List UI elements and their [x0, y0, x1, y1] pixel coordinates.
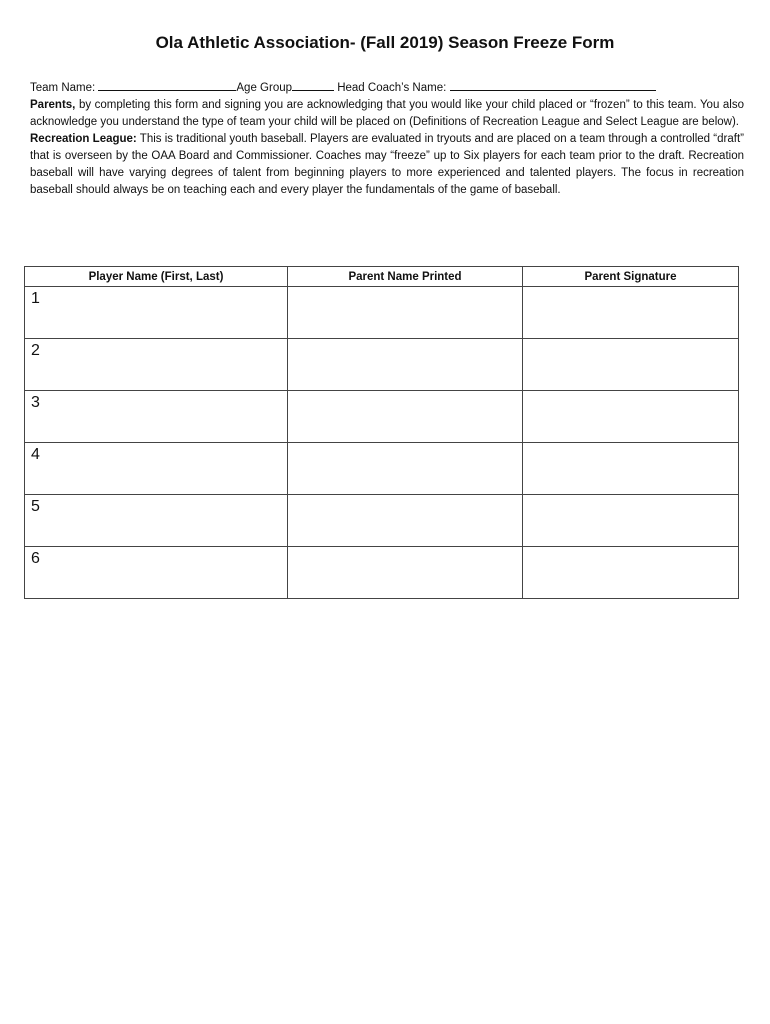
player-name-cell[interactable] — [25, 547, 288, 599]
recreation-text: This is traditional youth baseball. Players are evaluated in tryouts and are placed on a team through a controlled “draft” that is overseen by the OAA Board and Commissioner. Coaches may “freeze” up to Six players for each team prior to the draft. Recreation baseball will have varying degrees of talent from beginning players to more experienced and talented players. The focus in recreation baseball should always be on teaching each and every player the fundamentals of the game of baseball. — [30, 133, 744, 196]
row-number: 1 — [31, 290, 40, 307]
row-number: 4 — [31, 446, 40, 463]
parent-signature-cell[interactable] — [523, 495, 739, 547]
parent-signature-cell[interactable] — [523, 443, 739, 495]
team-name-field[interactable] — [98, 79, 236, 91]
parent-signature-cell[interactable] — [523, 287, 739, 339]
head-coach-label: Head Coach’s Name: — [334, 82, 450, 94]
age-group-label: Age Group — [236, 82, 293, 94]
row-number: 5 — [31, 498, 40, 515]
form-intro — [30, 79, 744, 199]
table-row — [25, 391, 739, 443]
parent-name-cell[interactable] — [288, 391, 523, 443]
player-name-cell[interactable] — [25, 391, 288, 443]
table-row — [25, 443, 739, 495]
recreation-paragraph — [30, 131, 744, 199]
table-row — [25, 287, 739, 339]
parents-paragraph — [30, 97, 744, 131]
parent-name-cell[interactable] — [288, 547, 523, 599]
table-header-row — [25, 267, 739, 287]
table-row — [25, 495, 739, 547]
parents-text: by completing this form and signing you are acknowledging that you would like your child placed or “frozen” to this team. You also acknowledge you understand the type of team your child will be placed on (Definitions of Recreation League and Select League are below). — [30, 99, 744, 128]
player-freeze-table — [24, 266, 739, 599]
age-group-field[interactable] — [292, 79, 334, 91]
row-number: 6 — [31, 550, 40, 567]
parent-name-cell[interactable] — [288, 443, 523, 495]
row-number: 2 — [31, 342, 40, 359]
head-coach-field[interactable] — [450, 79, 656, 91]
row-number: 3 — [31, 394, 40, 411]
table-row — [25, 339, 739, 391]
recreation-lead: Recreation League: — [30, 133, 137, 145]
player-name-header: Player Name (First, Last) — [25, 267, 288, 287]
parent-name-header: Parent Name Printed — [288, 267, 523, 287]
player-name-cell[interactable] — [25, 339, 288, 391]
parent-signature-cell[interactable] — [523, 547, 739, 599]
parents-lead: Parents, — [30, 99, 76, 111]
parent-signature-header: Parent Signature — [523, 267, 739, 287]
parent-signature-cell[interactable] — [523, 339, 739, 391]
header-fields-line — [30, 79, 744, 97]
parent-name-cell[interactable] — [288, 287, 523, 339]
table-row — [25, 547, 739, 599]
player-name-cell[interactable] — [25, 495, 288, 547]
form-title: Ola Athletic Association- (Fall 2019) Season Freeze Form — [155, 33, 615, 52]
player-name-cell[interactable] — [25, 443, 288, 495]
parent-name-cell[interactable] — [288, 339, 523, 391]
team-name-label: Team Name: — [30, 82, 99, 94]
player-name-cell[interactable] — [25, 287, 288, 339]
parent-signature-cell[interactable] — [523, 391, 739, 443]
parent-name-cell[interactable] — [288, 495, 523, 547]
